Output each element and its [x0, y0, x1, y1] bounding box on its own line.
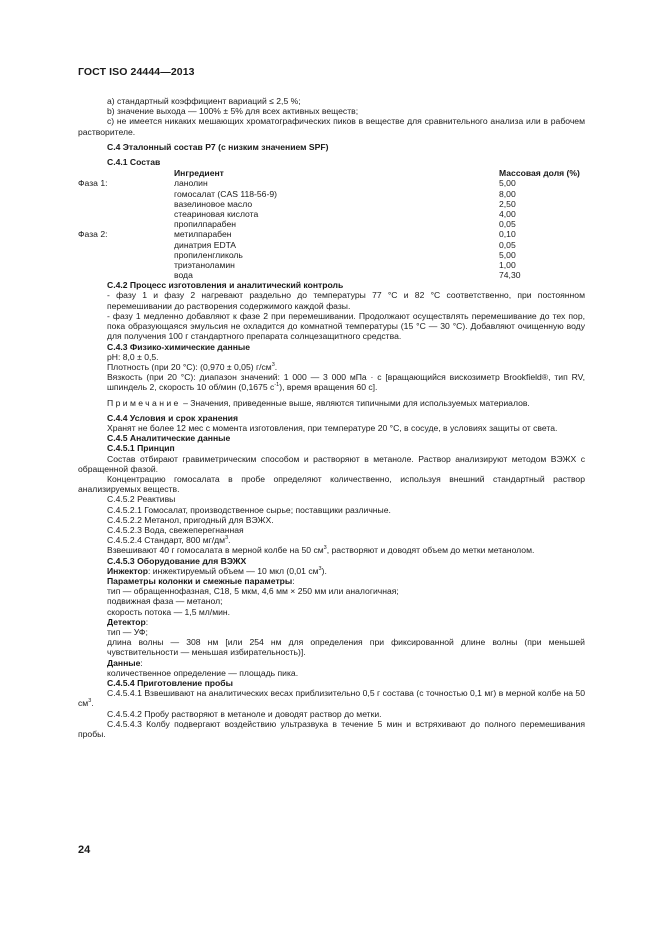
section-c42-title: С.4.2 Процесс изготовления и аналитический контроль: [107, 280, 344, 291]
composition-row: [78, 219, 585, 229]
composition-row: [78, 240, 585, 250]
detector-heading: Детектор:: [107, 616, 149, 627]
mass-fraction-value: 0,05: [499, 219, 516, 230]
criteria-b: b) значение выхода — 100% ± 5% для всех активных веществ;: [107, 106, 359, 117]
mass-fraction-value: 0,05: [499, 239, 516, 250]
note-text: – Значения, приведенные выше, являются типичными для используемых материалов.: [180, 397, 530, 408]
mass-fraction-value: 8,00: [499, 188, 516, 199]
c43-ph: pH: 8,0 ± 0,5.: [107, 351, 159, 362]
detector-wavelength: длина волны — 308 нм [или 254 нм для определения при фиксированной длине волны (при меньшей чувствительности — меньшая избирательность)].: [107, 637, 585, 658]
composition-row: [78, 209, 585, 219]
composition-table-header: [78, 168, 585, 178]
c43-note: [107, 398, 585, 408]
document-header: ГОСТ ISO 24444—2013: [78, 66, 195, 78]
c4524: С.4.5.2.4 Стандарт, 800 $мг/дм^3$.: [107, 535, 231, 546]
column-type: тип — обращеннофазная, С18, 5 мкм, 4,6 мм × 250 мм или аналогичная;: [107, 586, 399, 597]
weigh-instruction: Взвешивают 40 г гомосалата в мерной колбе на 50 $см^3$, растворяют и доводят объем до метки метанолом.: [107, 545, 535, 556]
page-number: 24: [78, 844, 91, 856]
c42-step-1: - фазу 1 и фазу 2 нагревают раздельно до температуры 77 °C и 82 °C соответственно, при постоянном перемешивании до растворения содержимого каждой фазы.: [107, 290, 585, 311]
c44-text: Хранят не более 12 мес с момента изготовления, при температуре 20 °C, в сосуде, в условиях защиты от света.: [107, 422, 558, 433]
composition-row: [78, 178, 585, 188]
section-c453-title: С.4.5.3 Оборудование для ВЭЖХ: [107, 555, 247, 566]
composition-table: [78, 168, 585, 280]
phase-label: Фаза 1:: [78, 178, 108, 189]
section-c451-title: С.4.5.1 Принцип: [107, 443, 175, 454]
composition-row: [78, 189, 585, 199]
flow-rate: скорость потока — 1,5 мл/мин.: [107, 606, 231, 617]
ingredient-name: триэтаноламин: [174, 259, 235, 270]
ingredient-name: вода: [174, 270, 193, 281]
data-heading: Данные:: [107, 657, 143, 668]
section-c43-title: С.4.3 Физико-химические данные: [107, 341, 251, 352]
c4522: С.4.5.2.2 Метанол, пригодный для ВЭЖХ.: [107, 514, 274, 525]
mass-fraction-value: 1,00: [499, 259, 516, 270]
ingredient-name: метилпарабен: [174, 229, 232, 240]
composition-row: [78, 250, 585, 260]
c4543: С.4.5.4.3 Колбу подвергают воздействию ультразвука в течение 5 мин и встряхивают до полного перемешивания пробы.: [78, 718, 585, 740]
page-body: [78, 96, 585, 740]
ingredient-name: ланолин: [174, 178, 208, 189]
mass-fraction-value: 0,10: [499, 229, 516, 240]
composition-row: [78, 229, 585, 239]
c43-density: Плотность (при 20 °C): (0,970 ± 0,05) $г/см^3$.: [107, 361, 278, 372]
mass-fraction-value: 74,30: [499, 270, 521, 281]
c4521: С.4.5.2.1 Гомосалат, производственное сырье; поставщики различные.: [107, 504, 391, 515]
col-ingredient: Ингредиент: [174, 168, 224, 179]
composition-row: [78, 260, 585, 270]
composition-row: [78, 199, 585, 209]
c4542: С.4.5.4.2 Пробу растворяют в метаноле и доводят раствор до метки.: [107, 708, 382, 719]
c43-viscosity: Вязкость (при 20 °C): диапазон значений: 1 000 — 3 000 мПа · с [вращающийся вискозиметр Brookfield®, тип RV, шпиндель 2, скорость 10 об/мин (0,1675 $с^{-1}$), время вращения 60 с].: [107, 372, 585, 393]
detector-type: тип — УФ;: [107, 626, 148, 637]
ingredient-name: гомосалат (CAS 118-56-9): [174, 188, 277, 199]
c42-step-2: - фазу 1 медленно добавляют к фазе 2 при перемешивании. Продолжают осуществлять перемешивание до тех пор, пока образующаяся эмульсия не охладится до комнатной температуры (15 °C — 30 °C). Добавляют очищенную воду для получения 100 г стандартного препарата солнцезащитного средства.: [107, 310, 585, 342]
composition-row: [78, 270, 585, 280]
ingredient-name: стеариновая кислота: [174, 208, 259, 219]
column-params-heading: Параметры колонки и смежные параметры:: [107, 575, 295, 586]
col-mass-fraction: Массовая доля (%): [499, 168, 580, 179]
mass-fraction-value: 4,00: [499, 208, 516, 219]
ingredient-name: динатрия EDTA: [174, 239, 236, 250]
mass-fraction-value: 2,50: [499, 198, 516, 209]
section-c454-title: С.4.5.4 Приготовление пробы: [107, 678, 233, 688]
mass-fraction-value: 5,00: [499, 249, 516, 260]
c4523: С.4.5.2.3 Вода, свежеперегнанная: [107, 524, 244, 535]
section-c44-title: С.4.4 Условия и срок хранения: [107, 412, 238, 423]
c451-p2: Концентрацию гомосалата в пробе определяют количественно, используя внешний стандартный раствор анализируемых веществ.: [78, 473, 585, 495]
injector-line: Инжектор: инжектируемый объем — 10 мкл (0,01 $см^3$).: [107, 565, 327, 576]
ingredient-name: пропиленгликоль: [174, 249, 243, 260]
note-label: Примечание: [107, 397, 181, 408]
phase-label: Фаза 2:: [78, 229, 108, 240]
section-c45-title: С.4.5 Аналитические данные: [107, 433, 231, 444]
criteria-c: c) не имеется никаких мешающих хроматографических пиков в веществе для сравнительного анализа или в рабочем растворителе.: [78, 116, 585, 137]
c4541: С.4.5.4.1 Взвешивают на аналитических весах приблизительно 0,5 г состава (с точностью 0,1 мг) в мерной колбе на 50 $см^3$.: [78, 688, 585, 709]
c452-reagents: С.4.5.2 Реактивы: [107, 494, 176, 505]
c451-p1: Состав отбирают гравиметрическим способом и растворяют в метаноле. Раствор анализируют методом ВЭЖХ с обращенной фазой.: [78, 453, 585, 474]
data-text: количественное определение — площадь пика.: [107, 667, 299, 678]
criteria-a: a) стандартный коэффициент вариаций ≤ 2,5 %;: [107, 96, 301, 106]
ingredient-name: вазелиновое масло: [174, 198, 253, 209]
mass-fraction-value: 5,00: [499, 178, 516, 189]
section-c41-title: С.4.1 Состав: [107, 157, 161, 168]
section-c4-title: С.4 Эталонный состав Р7 (с низким значением SPF): [107, 141, 329, 152]
ingredient-name: пропилпарабен: [174, 219, 237, 230]
mobile-phase: подвижная фаза — метанол;: [107, 596, 223, 607]
